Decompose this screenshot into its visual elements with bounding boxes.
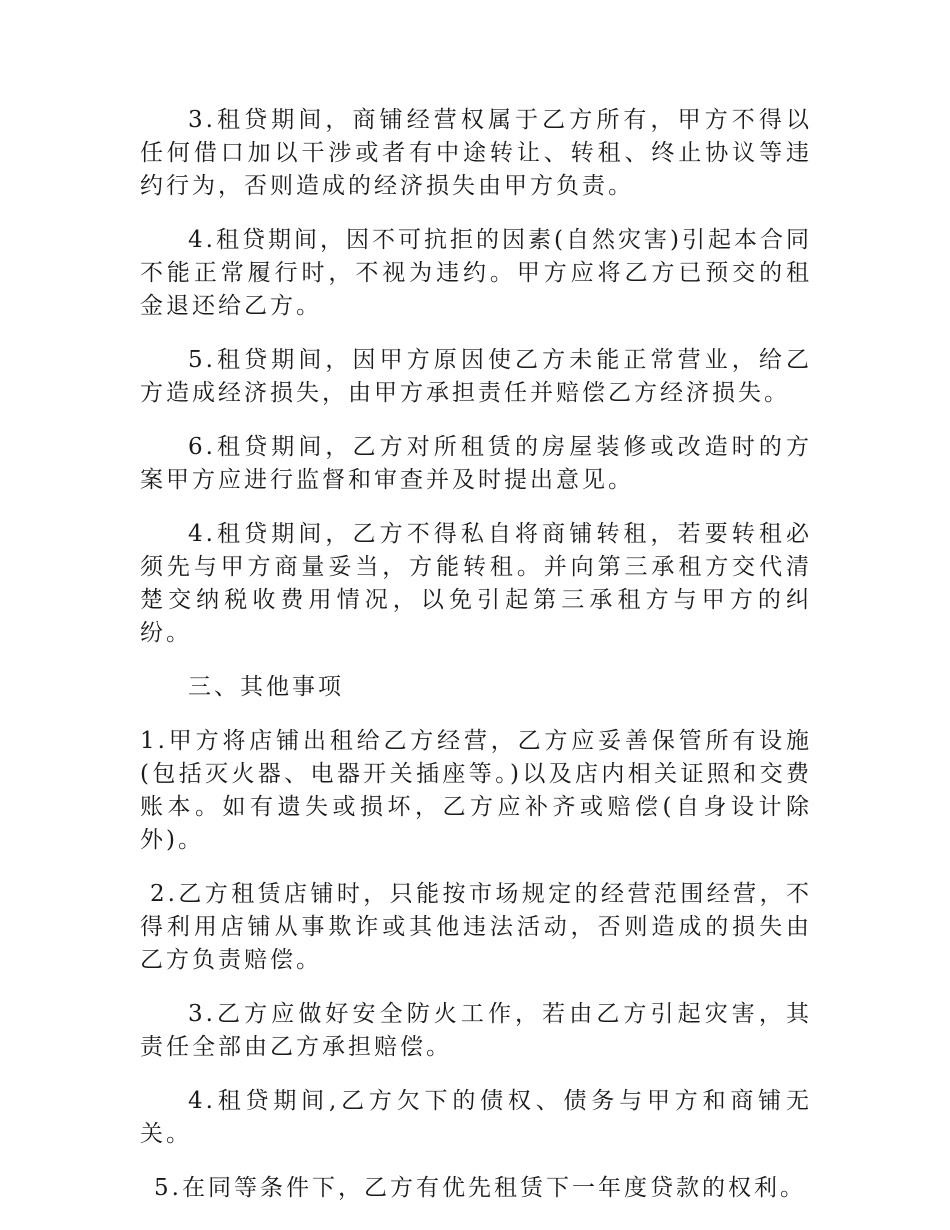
document-body <box>140 104 812 1226</box>
clause-paragraph: 5.租贷期间，因甲方原因使乙方未能正常营业，给乙方造成经济损失，由甲方承担责任并赔偿乙方经济损失。 <box>140 347 812 406</box>
clause-paragraph: 1.甲方将店铺出租给乙方经营，乙方应妥善保管所有设施(包括灭火器、电器开关插座等。)以及店内相关证照和交费账本。如有遗失或损坏，乙方应补齐或赔偿(自身设计除外)。 <box>140 728 812 853</box>
clause-paragraph: 4.租贷期间，乙方不得私自将商铺转租，若要转租必须先与甲方商量妥当，方能转租。并向第三承租方交代清楚交纳税收费用情况，以免引起第三承租方与甲方的纠纷。 <box>140 521 812 646</box>
clause-paragraph: 2.乙方租赁店铺时，只能按市场规定的经营范围经营，不得利用店铺从事欺诈或其他违法活动，否则造成的损失由乙方负责赔偿。 <box>140 881 812 973</box>
section-heading: 三、其他事项 <box>188 674 344 700</box>
clause-paragraph: 6.租贷期间，乙方对所租赁的房屋装修或改造时的方案甲方应进行监督和审查并及时提出意见。 <box>140 434 812 493</box>
clause-paragraph: 5.在同等条件下，乙方有优先租赁下一年度贷款的权利。 <box>154 1175 806 1201</box>
clause-paragraph: 4.租贷期间,乙方欠下的债权、债务与甲方和商铺无关。 <box>140 1088 812 1147</box>
clause-paragraph: 3.乙方应做好安全防火工作，若由乙方引起灾害，其责任全部由乙方承担赔偿。 <box>140 1001 812 1060</box>
clause-paragraph: 4.租贷期间，因不可抗拒的因素(自然灾害)引起本合同不能正常履行时，不视为违约。甲方应将乙方已预交的租金退还给乙方。 <box>140 227 812 319</box>
clause-paragraph: 3.租贷期间，商铺经营权属于乙方所有，甲方不得以任何借口加以干涉或者有中途转让、转租、终止协议等违约行为，否则造成的经济损失由甲方负责。 <box>140 107 812 199</box>
